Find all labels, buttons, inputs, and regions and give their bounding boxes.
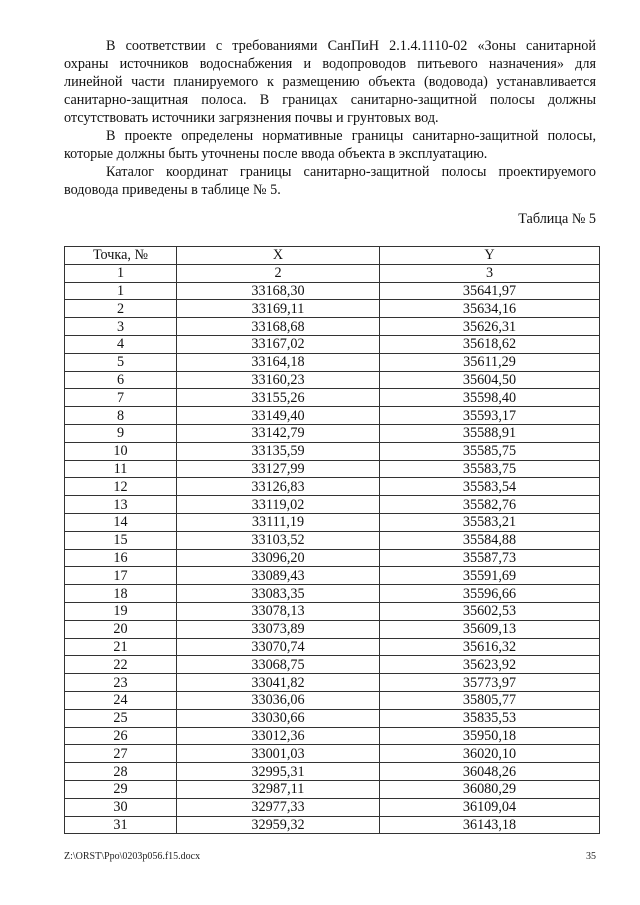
cell-x: 33135,59 (177, 442, 380, 460)
header-point: Точка, № (65, 247, 177, 265)
table-row (65, 282, 600, 300)
cell-y: 35593,17 (380, 407, 600, 425)
cell-y: 35583,21 (380, 513, 600, 531)
cell-x: 33169,11 (177, 300, 380, 318)
cell-x: 33036,06 (177, 691, 380, 709)
cell-point: 17 (65, 567, 177, 585)
cell-point: 31 (65, 816, 177, 834)
page-number: 35 (586, 851, 596, 862)
cell-y: 35591,69 (380, 567, 600, 585)
cell-y: 35835,53 (380, 709, 600, 727)
cell-x: 32995,31 (177, 763, 380, 781)
cell-point: 30 (65, 798, 177, 816)
table-row (65, 816, 600, 834)
table-row (65, 709, 600, 727)
cell-point: 11 (65, 460, 177, 478)
table-row (65, 691, 600, 709)
cell-y: 35596,66 (380, 585, 600, 603)
cell-y: 35609,13 (380, 620, 600, 638)
cell-point: 25 (65, 709, 177, 727)
table-row (65, 335, 600, 353)
cell-y: 35587,73 (380, 549, 600, 567)
cell-x: 33103,52 (177, 531, 380, 549)
cell-point: 20 (65, 620, 177, 638)
cell-x: 33127,99 (177, 460, 380, 478)
cell-y: 35584,88 (380, 531, 600, 549)
table-row (65, 496, 600, 514)
cell-point: 10 (65, 442, 177, 460)
cell-point: 21 (65, 638, 177, 656)
cell-x: 33041,82 (177, 674, 380, 692)
table-row (65, 513, 600, 531)
cell-point: 4 (65, 335, 177, 353)
cell-point: 13 (65, 496, 177, 514)
table-row (65, 602, 600, 620)
cell-y: 35623,92 (380, 656, 600, 674)
table-row (65, 371, 600, 389)
table-row (65, 567, 600, 585)
column-number: 1 (65, 264, 177, 282)
cell-point: 3 (65, 318, 177, 336)
cell-y: 36048,26 (380, 763, 600, 781)
table-row (65, 549, 600, 567)
body-text (64, 37, 596, 199)
cell-point: 5 (65, 353, 177, 371)
cell-point: 22 (65, 656, 177, 674)
cell-x: 33155,26 (177, 389, 380, 407)
table-row (65, 531, 600, 549)
cell-y: 35618,62 (380, 335, 600, 353)
cell-point: 29 (65, 780, 177, 798)
table-row (65, 318, 600, 336)
cell-x: 33070,74 (177, 638, 380, 656)
cell-x: 33164,18 (177, 353, 380, 371)
cell-y: 35602,53 (380, 602, 600, 620)
cell-y: 35773,97 (380, 674, 600, 692)
coordinates-table (64, 246, 600, 834)
table-row (65, 638, 600, 656)
cell-x: 33068,75 (177, 656, 380, 674)
paragraph: Каталог координат границы санитарно-защитной полосы проектируемого водовода приведены в таблице № 5. (64, 164, 596, 198)
cell-y: 35588,91 (380, 424, 600, 442)
cell-point: 12 (65, 478, 177, 496)
cell-point: 18 (65, 585, 177, 603)
cell-x: 33083,35 (177, 585, 380, 603)
table-header-row (65, 247, 600, 265)
table-caption: Таблица № 5 (518, 211, 596, 227)
table-row (65, 585, 600, 603)
table-row (65, 442, 600, 460)
cell-y: 35582,76 (380, 496, 600, 514)
cell-y: 35626,31 (380, 318, 600, 336)
cell-point: 9 (65, 424, 177, 442)
cell-y: 35583,54 (380, 478, 600, 496)
cell-y: 35805,77 (380, 691, 600, 709)
cell-y: 36143,18 (380, 816, 600, 834)
table-row (65, 424, 600, 442)
table-row (65, 727, 600, 745)
table-row (65, 656, 600, 674)
cell-point: 24 (65, 691, 177, 709)
footer-file-path: Z:\ORST\Ppo\0203p056.f15.docx (64, 851, 201, 862)
cell-point: 6 (65, 371, 177, 389)
cell-y: 35611,29 (380, 353, 600, 371)
cell-point: 27 (65, 745, 177, 763)
cell-y: 35616,32 (380, 638, 600, 656)
cell-x: 33168,68 (177, 318, 380, 336)
table-numbering-row (65, 264, 600, 282)
table-row (65, 389, 600, 407)
table-row (65, 300, 600, 318)
cell-x: 33030,66 (177, 709, 380, 727)
cell-point: 16 (65, 549, 177, 567)
cell-x: 33167,02 (177, 335, 380, 353)
cell-y: 36020,10 (380, 745, 600, 763)
cell-x: 33078,13 (177, 602, 380, 620)
paragraph: В проекте определены нормативные границы санитарно-защитной полосы, которые должны быть уточнены после ввода объекта в эксплуатацию. (64, 128, 596, 162)
cell-y: 35585,75 (380, 442, 600, 460)
table-row (65, 674, 600, 692)
table-row (65, 460, 600, 478)
cell-y: 36080,29 (380, 780, 600, 798)
cell-y: 35583,75 (380, 460, 600, 478)
cell-point: 7 (65, 389, 177, 407)
table-row (65, 780, 600, 798)
cell-x: 32977,33 (177, 798, 380, 816)
cell-point: 26 (65, 727, 177, 745)
cell-point: 1 (65, 282, 177, 300)
column-number: 3 (380, 264, 600, 282)
cell-point: 23 (65, 674, 177, 692)
cell-y: 36109,04 (380, 798, 600, 816)
cell-y: 35634,16 (380, 300, 600, 318)
cell-point: 15 (65, 531, 177, 549)
cell-y: 35641,97 (380, 282, 600, 300)
cell-y: 35604,50 (380, 371, 600, 389)
cell-x: 33142,79 (177, 424, 380, 442)
cell-point: 19 (65, 602, 177, 620)
table-row (65, 798, 600, 816)
cell-x: 33089,43 (177, 567, 380, 585)
table-row (65, 745, 600, 763)
table-row (65, 620, 600, 638)
cell-point: 14 (65, 513, 177, 531)
paragraph: В соответствии с требованиями СанПиН 2.1.4.1110-02 «Зоны санитарной охраны источников водоснабжения и водопроводов питьевого назначения» для линейной части планируемого к размещению объекта (водовода) устанавливается санитарно-защитная полоса. В границах санитарно-защитной полосы должны отсутствовать источники загрязнения почвы и грунтовых вод. (64, 38, 596, 126)
header-x: X (177, 247, 380, 265)
cell-y: 35598,40 (380, 389, 600, 407)
cell-point: 2 (65, 300, 177, 318)
cell-x: 33149,40 (177, 407, 380, 425)
column-number: 2 (177, 264, 380, 282)
cell-x: 32987,11 (177, 780, 380, 798)
cell-x: 32959,32 (177, 816, 380, 834)
cell-x: 33073,89 (177, 620, 380, 638)
cell-x: 33111,19 (177, 513, 380, 531)
cell-x: 33119,02 (177, 496, 380, 514)
table-row (65, 407, 600, 425)
cell-x: 33160,23 (177, 371, 380, 389)
cell-x: 33168,30 (177, 282, 380, 300)
cell-x: 33001,03 (177, 745, 380, 763)
cell-y: 35950,18 (380, 727, 600, 745)
table-row (65, 478, 600, 496)
cell-x: 33012,36 (177, 727, 380, 745)
cell-x: 33126,83 (177, 478, 380, 496)
cell-point: 28 (65, 763, 177, 781)
table-row (65, 763, 600, 781)
table-row (65, 353, 600, 371)
cell-x: 33096,20 (177, 549, 380, 567)
header-y: Y (380, 247, 600, 265)
cell-point: 8 (65, 407, 177, 425)
